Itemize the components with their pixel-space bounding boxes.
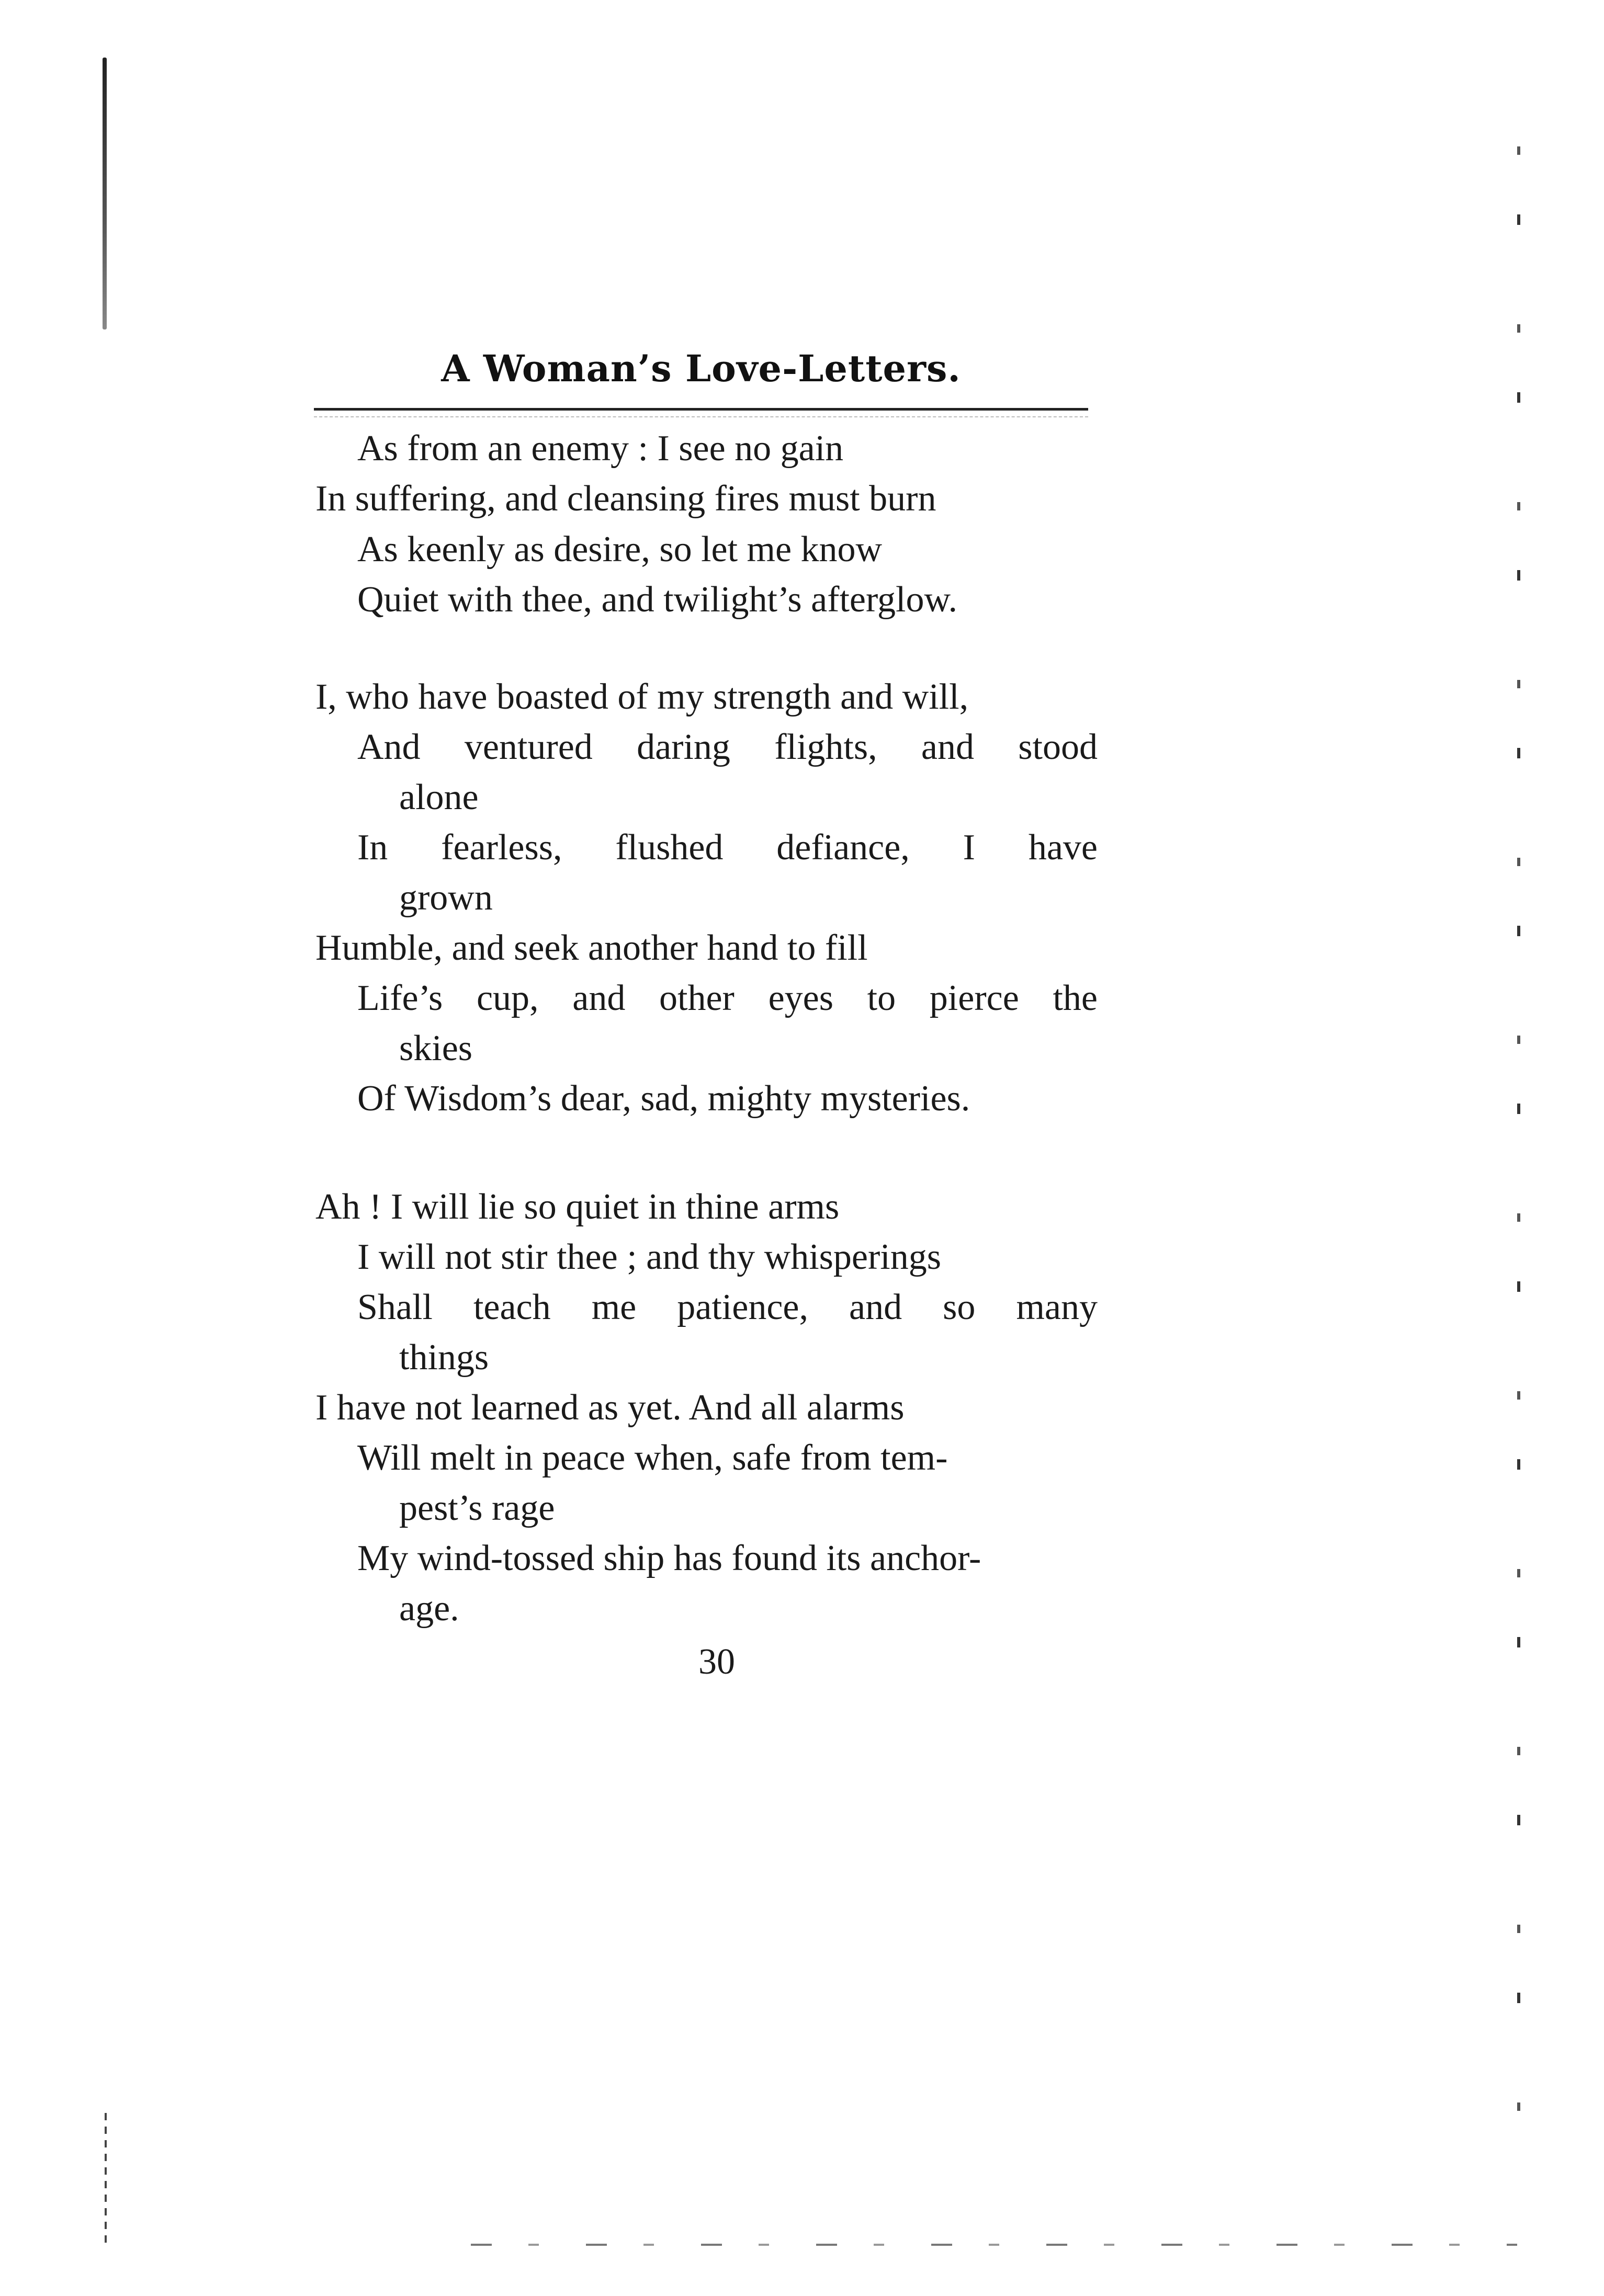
scan-edge-mark: [103, 58, 107, 329]
header-rule-faint: [314, 416, 1088, 417]
poem-line: As from an enemy : I see no gain: [357, 428, 844, 469]
poem-line: I will not stir thee ; and thy whisperings: [357, 1237, 941, 1277]
poem-line: alone: [399, 777, 479, 817]
poem-line: And ventured daring flights, and stood: [357, 727, 1098, 767]
poem-line: Life’s cup, and other eyes to pierce the: [357, 978, 1098, 1018]
poem-line: Of Wisdom’s dear, sad, mighty mysteries.: [357, 1078, 970, 1119]
poem-line: My wind-tossed ship has found its anchor-: [357, 1538, 981, 1578]
running-header: A Woman’s Love-Letters.: [441, 347, 961, 390]
poem-line: grown: [399, 878, 493, 918]
poem-line: Will melt in peace when, safe from tem-: [357, 1438, 948, 1478]
scan-edge-mark: [105, 2113, 107, 2249]
poem-line: Humble, and seek another hand to fill: [315, 928, 868, 968]
poem-line: Shall teach me patience, and so many: [357, 1287, 1098, 1327]
poem-line: In fearless, flushed defiance, I have: [357, 827, 1098, 868]
header-rule: [314, 408, 1088, 411]
poem-line: In suffering, and cleansing fires must burn: [315, 479, 936, 519]
poem-line: things: [399, 1337, 489, 1378]
scan-edge-mark: [1517, 105, 1520, 2170]
poem-line: I, who have boasted of my strength and will,: [315, 677, 969, 717]
poem-line: As keenly as desire, so let me know: [357, 529, 883, 570]
poem-line: Quiet with thee, and twilight’s afterglow.: [357, 579, 958, 620]
poem-line: pest’s rage: [399, 1488, 555, 1528]
poem-line: I have not learned as yet. And all alarms: [315, 1388, 905, 1428]
poem-line: Ah ! I will lie so quiet in thine arms: [315, 1187, 840, 1227]
scan-edge-mark: [471, 2244, 1517, 2246]
poem-line: age.: [399, 1588, 459, 1629]
poem-line: skies: [399, 1028, 472, 1069]
page-number: 30: [698, 1642, 735, 1682]
